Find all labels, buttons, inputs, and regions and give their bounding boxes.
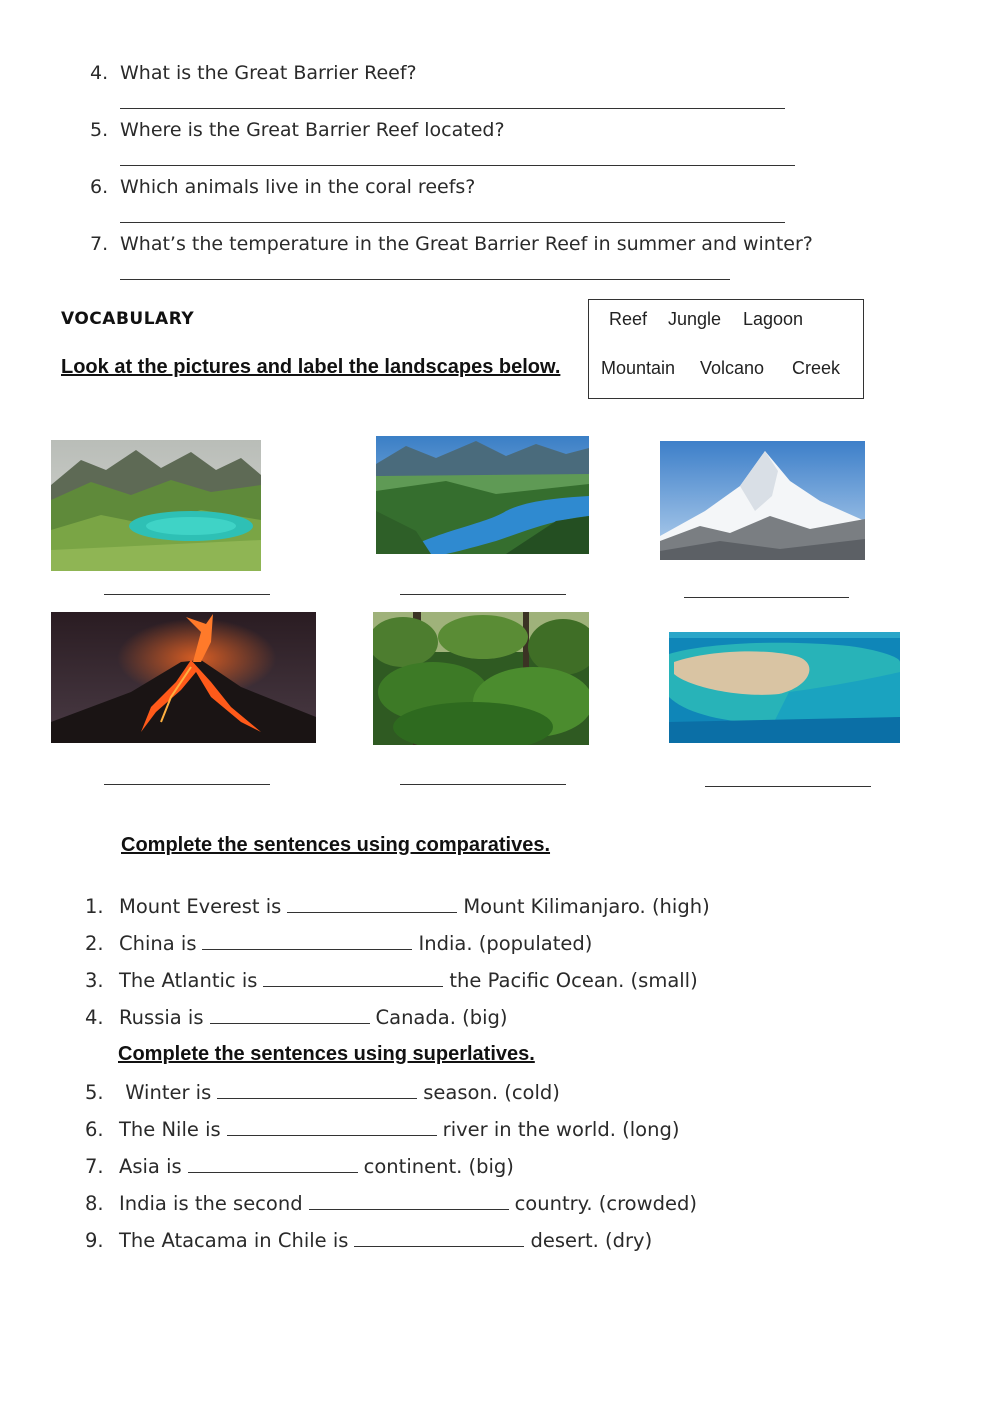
picture-label-line[interactable] xyxy=(104,594,270,595)
picture-label-line[interactable] xyxy=(684,597,849,598)
sentence-after: India. (populated) xyxy=(418,932,593,955)
picture-label-line[interactable] xyxy=(400,594,566,595)
lagoon-picture xyxy=(51,440,261,571)
word-lagoon: Lagoon xyxy=(743,309,804,329)
question-number: 7. xyxy=(90,233,109,255)
question-5 xyxy=(90,119,505,141)
mountain-picture xyxy=(660,441,865,560)
picture-label-line[interactable] xyxy=(400,784,566,785)
sentence-after: season. (cold) xyxy=(423,1081,560,1104)
sentence-after: Mount Kilimanjaro. (high) xyxy=(463,895,710,918)
sentence-number: 6. xyxy=(85,1118,104,1141)
superlatives-heading: Complete the sentences using superlatives. xyxy=(118,1043,535,1065)
question-text: Where is the Great Barrier Reef located? xyxy=(120,119,505,141)
word-mountain: Mountain xyxy=(601,358,676,378)
superlative-sentence-9 xyxy=(85,1229,652,1252)
sentence-before: Winter is xyxy=(119,1081,212,1104)
question-number: 4. xyxy=(90,62,109,84)
sentence-number: 2. xyxy=(85,932,104,955)
jungle-picture xyxy=(373,612,589,745)
reef-picture xyxy=(669,632,900,743)
vocabulary-instruction: Look at the pictures and label the landscapes below. xyxy=(61,356,561,378)
word-volcano: Volcano xyxy=(700,358,765,378)
sentence-after: river in the world. (long) xyxy=(442,1118,680,1141)
sentence-before: The Atacama in Chile is xyxy=(119,1229,349,1252)
sentence-before: India is the second xyxy=(119,1192,303,1215)
question-7 xyxy=(90,233,813,255)
answer-blank[interactable] xyxy=(202,933,412,950)
sentence-before: The Atlantic is xyxy=(119,969,258,992)
answer-blank[interactable] xyxy=(188,1156,358,1173)
sentence-number: 1. xyxy=(85,895,104,918)
comparative-sentence-4 xyxy=(85,1006,508,1029)
question-number: 6. xyxy=(90,176,109,198)
sentence-number: 7. xyxy=(85,1155,104,1178)
comparative-sentence-2 xyxy=(85,932,592,955)
vocabulary-title: VOCABULARY xyxy=(61,309,195,329)
word-jungle: Jungle xyxy=(668,309,722,329)
answer-blank[interactable] xyxy=(217,1082,417,1099)
sentence-before: The Nile is xyxy=(119,1118,221,1141)
answer-blank[interactable] xyxy=(263,970,443,987)
answer-blank[interactable] xyxy=(227,1119,437,1136)
question-6 xyxy=(90,176,475,198)
answer-blank[interactable] xyxy=(287,896,457,913)
creek-picture xyxy=(376,436,589,554)
answer-blank[interactable] xyxy=(210,1007,370,1024)
sentence-after: continent. (big) xyxy=(363,1155,514,1178)
comparative-sentence-3 xyxy=(85,969,698,992)
word-reef: Reef xyxy=(609,309,648,329)
comparative-sentence-1 xyxy=(85,895,710,918)
question-4 xyxy=(90,62,417,84)
word-creek: Creek xyxy=(792,358,841,378)
sentence-before: Asia is xyxy=(119,1155,182,1178)
volcano-picture xyxy=(51,612,316,743)
sentence-after: country. (crowded) xyxy=(514,1192,697,1215)
question-number: 5. xyxy=(90,119,109,141)
sentence-number: 3. xyxy=(85,969,104,992)
sentence-before: Mount Everest is xyxy=(119,895,282,918)
sentence-number: 8. xyxy=(85,1192,104,1215)
sentence-number: 5. xyxy=(85,1081,104,1104)
answer-line-6[interactable] xyxy=(120,222,785,223)
sentence-number: 4. xyxy=(85,1006,104,1029)
picture-label-line[interactable] xyxy=(705,786,871,787)
question-text: Which animals live in the coral reefs? xyxy=(120,176,476,198)
sentence-number: 9. xyxy=(85,1229,104,1252)
superlative-sentence-8 xyxy=(85,1192,697,1215)
comparatives-heading: Complete the sentences using comparatives. xyxy=(121,834,551,856)
sentence-before: Russia is xyxy=(119,1006,204,1029)
sentence-after: Canada. (big) xyxy=(375,1006,508,1029)
superlative-sentence-6 xyxy=(85,1118,679,1141)
answer-line-4[interactable] xyxy=(120,108,785,109)
superlative-sentence-5 xyxy=(85,1081,560,1104)
sentence-after: the Pacific Ocean. (small) xyxy=(449,969,698,992)
answer-blank[interactable] xyxy=(354,1230,524,1247)
word-bank xyxy=(588,299,864,399)
question-text: What’s the temperature in the Great Barrier Reef in summer and winter? xyxy=(120,233,813,255)
superlative-sentence-7 xyxy=(85,1155,514,1178)
answer-line-7[interactable] xyxy=(120,279,730,280)
picture-label-line[interactable] xyxy=(104,784,270,785)
question-text: What is the Great Barrier Reef? xyxy=(120,62,417,84)
answer-line-5[interactable] xyxy=(120,165,795,166)
answer-blank[interactable] xyxy=(309,1193,509,1210)
sentence-after: desert. (dry) xyxy=(530,1229,653,1252)
sentence-before: China is xyxy=(119,932,197,955)
